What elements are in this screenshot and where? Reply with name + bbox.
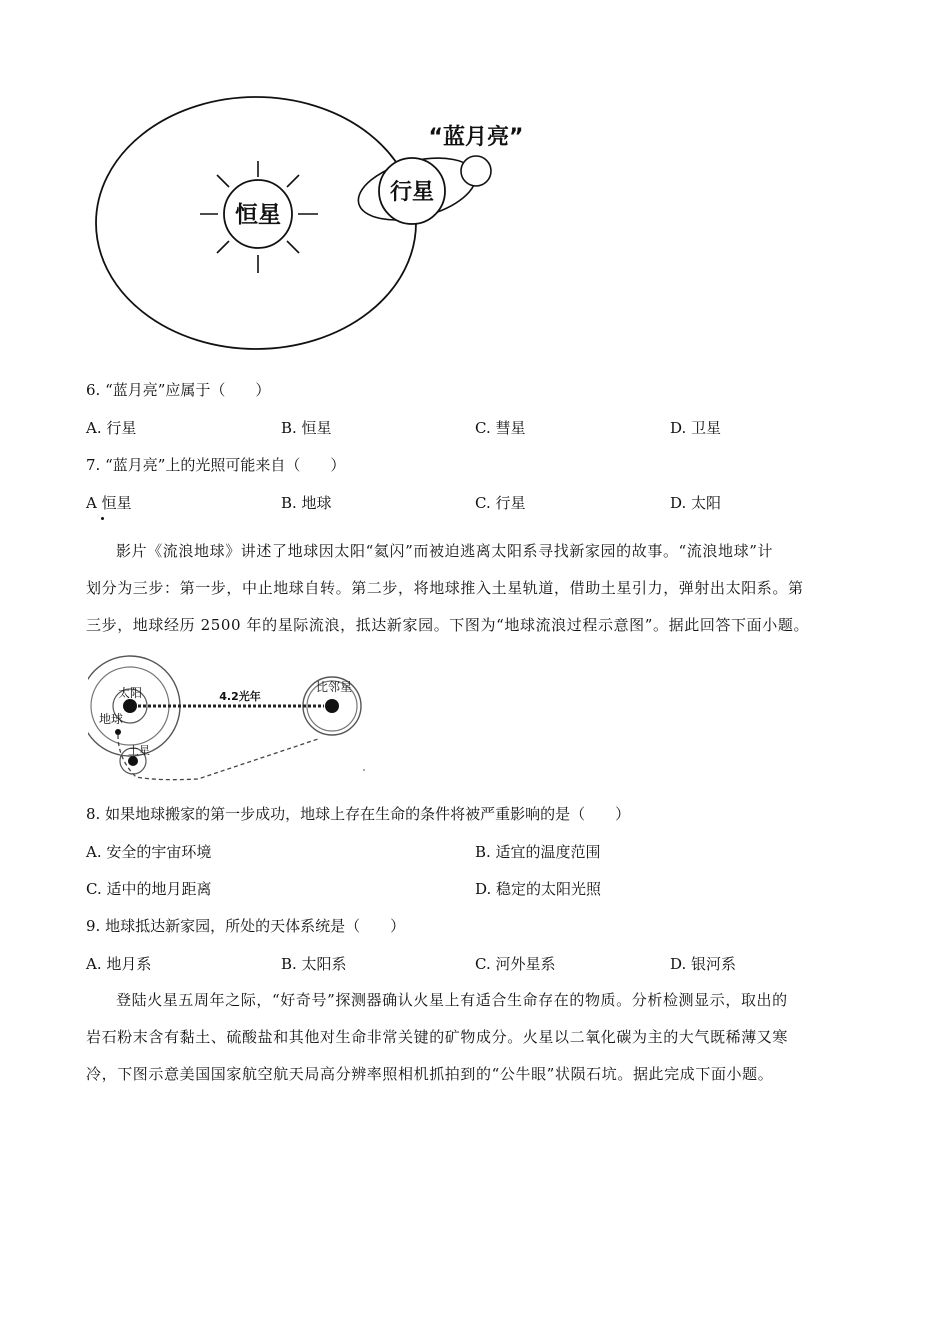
q7-option-c: C. 行星	[475, 494, 526, 512]
question-9-stem: 9. 地球抵达新家园，所处的天体系统是（ ）	[86, 917, 406, 935]
passage2-line-3: 三步，地球经历 2500 年的星际流浪，抵达新家园。下图为“地球流浪过程示意图”。据此回答下面小题。	[86, 616, 810, 634]
q8-option-a: A. 安全的宇宙环境	[86, 843, 212, 861]
stray-dot	[101, 517, 104, 520]
proxima-label: 比邻星	[315, 680, 353, 694]
q9-option-c: C. 河外星系	[475, 955, 556, 973]
q6-option-a: A. 行星	[86, 419, 137, 437]
question-6-stem: 6. “蓝月亮”应属于（ ）	[86, 381, 271, 399]
q8-option-c: C. 适中的地月距离	[86, 880, 212, 898]
passage2-line-2: 划分为三步：第一步，中止地球自转。第二步，将地球推入土星轨道，借助土星引力，弹射出太阳系。第	[86, 579, 804, 597]
q6-option-b: B. 恒星	[281, 419, 332, 437]
q7-option-b: B. 地球	[281, 494, 332, 512]
earth-dot	[115, 729, 121, 735]
q9-option-a: A. 地月系	[86, 955, 152, 973]
q9-option-d: D. 银河系	[670, 955, 737, 973]
passage2-line-1: 影片《流浪地球》讲述了地球因太阳“氦闪”而被迫逃离太阳系寻找新家园的故事。“流浪地球”计	[116, 542, 774, 560]
distance-label: 4.2光年	[219, 690, 261, 703]
passage-wandering-earth	[86, 533, 866, 644]
q7-option-d: D. 太阳	[670, 494, 722, 512]
saturn-label: 土星	[128, 744, 150, 757]
q6-option-d: D. 卫星	[670, 419, 722, 437]
q9-option-b: B. 太阳系	[281, 955, 347, 973]
blue-moon-circle	[461, 156, 491, 186]
passage-mars-curiosity	[86, 982, 866, 1093]
passage3-line-3: 冷，下图示意美国国家航空航天局高分辨率照相机抓拍到的“公牛眼”状陨石坑。据此完成下面小题。	[86, 1065, 774, 1083]
q8-option-d: D. 稳定的太阳光照	[475, 880, 602, 898]
passage3-line-2: 岩石粉末含有黏土、硫酸盐和其他对生命非常关键的矿物成分。火星以二氧化碳为主的大气既稀薄又寒	[86, 1028, 789, 1046]
saturn-dot	[128, 756, 138, 766]
blue-moon-label: “蓝月亮”	[428, 125, 524, 150]
stray-mark	[363, 769, 365, 771]
question-7-stem: 7. “蓝月亮”上的光照可能来自（ ）	[86, 456, 346, 474]
question-8-stem: 8. 如果地球搬家的第一步成功，地球上存在生命的条件将被严重影响的是（ ）	[86, 805, 631, 823]
earth-label: 地球	[99, 712, 124, 726]
q6-option-c: C. 彗星	[475, 419, 526, 437]
proxima-dot	[325, 699, 339, 713]
figure-orbit-diagram	[90, 95, 550, 370]
passage3-line-1: 登陆火星五周年之际，“好奇号”探测器确认火星上有适合生命存在的物质。分析检测显示，取出的	[116, 991, 788, 1009]
sun-label: 太阳	[117, 686, 143, 700]
star-label: 恒星	[235, 202, 281, 228]
q8-option-b: B. 适宜的温度范围	[475, 843, 601, 861]
planet-label: 行星	[389, 180, 435, 205]
sun-dot	[123, 699, 137, 713]
wandering-path	[118, 735, 318, 780]
q7-option-a: A 恒星	[86, 494, 132, 512]
figure-wandering-earth	[88, 653, 378, 783]
